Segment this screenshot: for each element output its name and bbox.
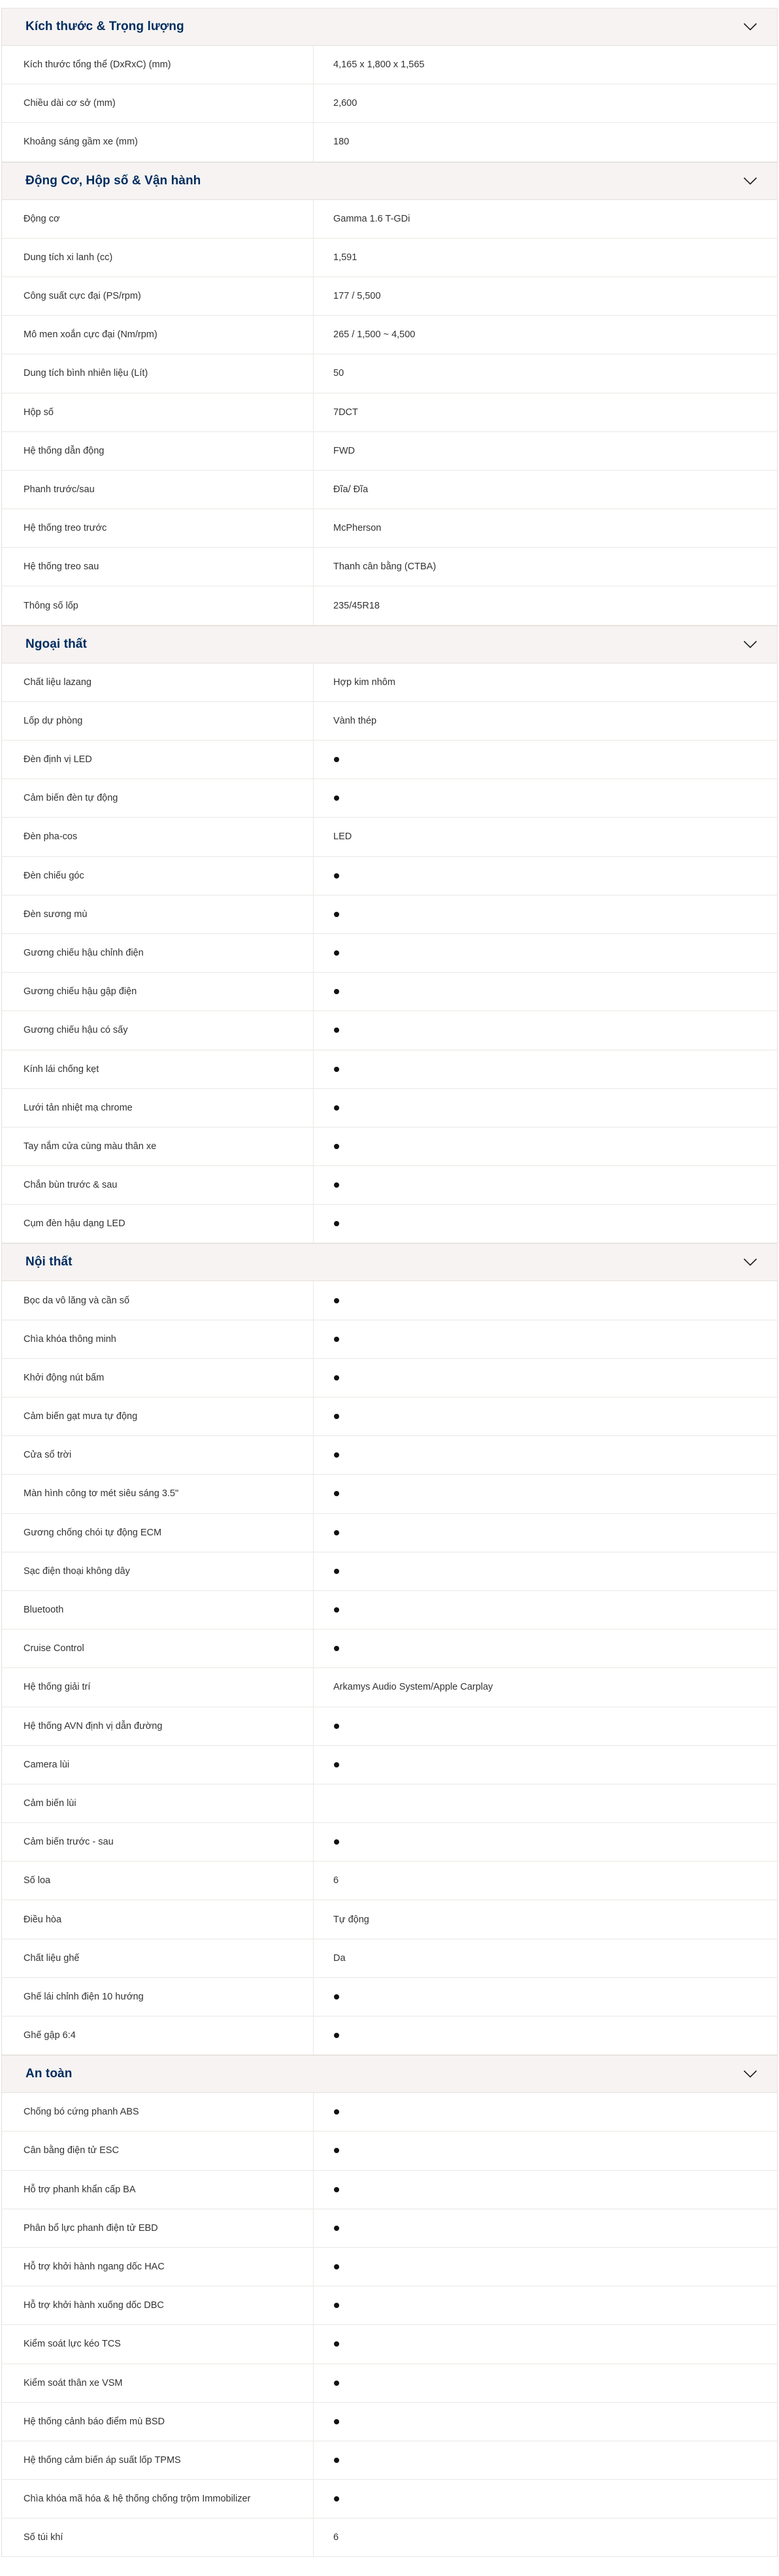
spec-label: Dung tích bình nhiên liệu (Lít) (2, 354, 314, 392)
spec-label: Chất liệu lazang (2, 663, 314, 701)
spec-value: 4,165 x 1,800 x 1,565 (333, 59, 425, 71)
spec-label: Lưới tản nhiệt mạ chrome (2, 1089, 314, 1127)
spec-label: Sạc điện thoại không dây (2, 1552, 314, 1590)
bullet-dot-icon (334, 1337, 339, 1342)
bullet-dot-icon (334, 2303, 339, 2308)
spec-row (2, 1552, 777, 1591)
bullet-dot-icon (334, 873, 339, 878)
bullet-dot-icon (334, 1067, 339, 1072)
spec-row (2, 2209, 777, 2248)
spec-value (314, 1475, 777, 1513)
spec-value (314, 1746, 777, 1784)
spec-row (2, 2171, 777, 2209)
spec-label: Chìa khóa mã hóa & hệ thống chống trộm Immobilizer (2, 2480, 314, 2518)
spec-label: Bluetooth (2, 1591, 314, 1629)
spec-value (314, 2286, 777, 2324)
spec-label: Kiểm soát lực kéo TCS (2, 2325, 314, 2363)
spec-label: Cụm đèn hậu dạng LED (2, 1205, 314, 1243)
spec-label: Gương chống chói tự động ECM (2, 1514, 314, 1552)
spec-row (2, 934, 777, 973)
spec-row (2, 702, 777, 741)
spec-label: Gương chiếu hậu gập điện (2, 973, 314, 1011)
spec-row (2, 741, 777, 779)
bullet-dot-icon (334, 2458, 339, 2463)
spec-value (314, 1397, 777, 1435)
spec-row (2, 1900, 777, 1939)
spec-value (314, 1281, 777, 1319)
spec-row (2, 1823, 777, 1862)
spec-label: Kích thước tổng thể (DxRxC) (mm) (2, 46, 314, 84)
spec-label: Đèn sương mù (2, 895, 314, 933)
bullet-dot-icon (334, 2419, 339, 2424)
spec-value: Vành thép (333, 715, 377, 726)
bullet-dot-icon (334, 1646, 339, 1651)
spec-value (314, 1166, 777, 1204)
bullet-dot-icon (334, 2264, 339, 2269)
spec-value: McPherson (333, 523, 382, 534)
spec-label: Cảm biến gạt mưa tự động (2, 1397, 314, 1435)
spec-label: Phanh trước/sau (2, 471, 314, 509)
spec-row (2, 1436, 777, 1475)
spec-section (1, 626, 778, 1244)
spec-row (2, 1205, 777, 1243)
spec-label: Dung tích xi lanh (cc) (2, 239, 314, 276)
spec-value: 6 (333, 2532, 339, 2543)
bullet-dot-icon (334, 1994, 339, 1999)
spec-row (2, 663, 777, 702)
spec-row (2, 1475, 777, 1513)
bullet-dot-icon (334, 2496, 339, 2501)
spec-value (314, 2248, 777, 2286)
spec-row (2, 1939, 777, 1978)
spec-value (314, 1784, 777, 1822)
spec-label: Lốp dự phòng (2, 702, 314, 740)
spec-label: Hệ thống AVN định vị dẫn đường (2, 1707, 314, 1745)
spec-label: Chất liệu ghế (2, 1939, 314, 1977)
spec-value (314, 1050, 777, 1088)
spec-label: Hệ thống cảnh báo điểm mù BSD (2, 2403, 314, 2441)
spec-label: Hỗ trợ khởi hành xuống dốc DBC (2, 2286, 314, 2324)
bullet-dot-icon (334, 1375, 339, 1380)
spec-label: Công suất cực đại (PS/rpm) (2, 277, 314, 315)
spec-value (314, 1630, 777, 1667)
bullet-dot-icon (334, 1298, 339, 1303)
spec-row (2, 1397, 777, 1436)
spec-label: Cruise Control (2, 1630, 314, 1667)
spec-value: 2,600 (333, 98, 357, 109)
spec-label: Hệ thống treo trước (2, 509, 314, 547)
bullet-dot-icon (334, 2148, 339, 2153)
spec-label: Hệ thống treo sau (2, 548, 314, 586)
spec-label: Bọc da vô lăng và cần số (2, 1281, 314, 1319)
spec-value (314, 2132, 777, 2169)
spec-label: Mô men xoắn cực đại (Nm/rpm) (2, 316, 314, 354)
bullet-dot-icon (334, 2187, 339, 2192)
spec-value (314, 1823, 777, 1861)
spec-row (2, 2248, 777, 2286)
spec-row (2, 1746, 777, 1784)
spec-label: Kính lái chống kẹt (2, 1050, 314, 1088)
spec-row (2, 2480, 777, 2518)
spec-label: Số túi khí (2, 2518, 314, 2556)
spec-label: Màn hình công tơ mét siêu sáng 3.5" (2, 1475, 314, 1513)
section-header[interactable] (2, 2055, 777, 2093)
spec-value (314, 1978, 777, 2016)
spec-label: Cảm biến lùi (2, 1784, 314, 1822)
bullet-dot-icon (334, 1105, 339, 1111)
spec-row (2, 818, 777, 856)
spec-row (2, 123, 777, 161)
spec-label: Kiểm soát thân xe VSM (2, 2364, 314, 2402)
spec-row (2, 1359, 777, 1397)
spec-row (2, 2325, 777, 2364)
spec-label: Tay nắm cửa cùng màu thân xe (2, 1128, 314, 1165)
spec-row (2, 316, 777, 354)
spec-label: Cảm biến trước - sau (2, 1823, 314, 1861)
spec-label: Đèn định vị LED (2, 741, 314, 778)
bullet-dot-icon (334, 1028, 339, 1033)
bullet-dot-icon (334, 2381, 339, 2386)
spec-row (2, 1514, 777, 1552)
spec-value (314, 2016, 777, 2054)
spec-label: Cân bằng điện tử ESC (2, 2132, 314, 2169)
spec-label: Số loa (2, 1862, 314, 1899)
bullet-dot-icon (334, 795, 339, 801)
spec-label: Chìa khóa thông minh (2, 1320, 314, 1358)
section-title: Động Cơ, Hộp số & Vận hành (25, 173, 201, 188)
spec-value: Hợp kim nhôm (333, 677, 395, 688)
spec-label: Chiều dài cơ sở (mm) (2, 84, 314, 122)
spec-label: Gương chiếu hậu chỉnh điện (2, 934, 314, 972)
spec-row (2, 1089, 777, 1128)
spec-value: 7DCT (333, 407, 358, 418)
spec-value (314, 1591, 777, 1629)
spec-value (314, 1128, 777, 1165)
spec-value: Arkamys Audio System/Apple Carplay (333, 1682, 493, 1693)
spec-label: Chống bó cứng phanh ABS (2, 2093, 314, 2131)
section-title: Kích thước & Trọng lượng (25, 20, 184, 33)
spec-row (2, 354, 777, 393)
bullet-dot-icon (334, 1452, 339, 1458)
spec-label: Thông số lốp (2, 586, 314, 624)
spec-value (314, 2209, 777, 2247)
section-header[interactable] (2, 162, 777, 200)
spec-row (2, 1011, 777, 1050)
spec-row (2, 1591, 777, 1630)
spec-row (2, 1784, 777, 1823)
spec-label: Ghế lái chỉnh điện 10 hướng (2, 1978, 314, 2016)
spec-row (2, 200, 777, 239)
spec-section (1, 162, 778, 626)
spec-value (314, 1436, 777, 1474)
spec-row (2, 548, 777, 586)
bullet-dot-icon (334, 757, 339, 762)
spec-row (2, 393, 777, 432)
spec-row (2, 1128, 777, 1166)
spec-label: Cảm biến đèn tự động (2, 779, 314, 817)
spec-row (2, 84, 777, 123)
section-header[interactable] (2, 626, 777, 663)
spec-row (2, 2286, 777, 2325)
bullet-dot-icon (334, 1762, 339, 1767)
spec-value (314, 2325, 777, 2363)
spec-label: Điều hòa (2, 1900, 314, 1938)
spec-row (2, 239, 777, 277)
spec-value: Thanh cân bằng (CTBA) (333, 561, 437, 573)
spec-value: LED (333, 831, 352, 843)
spec-row (2, 2441, 777, 2480)
spec-value: Đĩa/ Đĩa (333, 484, 369, 495)
spec-row (2, 1166, 777, 1205)
section-title: Ngoại thất (25, 637, 87, 651)
spec-row (2, 895, 777, 934)
spec-value (314, 857, 777, 895)
section-header[interactable] (2, 8, 777, 46)
spec-label: Camera lùi (2, 1746, 314, 1784)
spec-label: Cửa sổ trời (2, 1436, 314, 1474)
spec-section (1, 2055, 778, 2557)
spec-value (314, 2364, 777, 2402)
bullet-dot-icon (334, 2341, 339, 2347)
spec-row (2, 509, 777, 548)
spec-value (314, 2093, 777, 2131)
bullet-dot-icon (334, 1839, 339, 1845)
bullet-dot-icon (334, 1414, 339, 1419)
bullet-dot-icon (334, 2226, 339, 2231)
spec-label: Hỗ trợ khởi hành ngang dốc HAC (2, 2248, 314, 2286)
bullet-dot-icon (334, 1144, 339, 1149)
spec-label: Hệ thống cảm biến áp suất lốp TPMS (2, 2441, 314, 2479)
spec-value (314, 1011, 777, 1049)
spec-value (314, 1707, 777, 1745)
spec-value (314, 1205, 777, 1243)
spec-value: FWD (333, 445, 356, 456)
bullet-dot-icon (334, 2109, 339, 2115)
spec-row (2, 46, 777, 84)
spec-section (1, 1243, 778, 2055)
bullet-dot-icon (334, 989, 339, 994)
spec-value (314, 2441, 777, 2479)
section-header[interactable] (2, 1243, 777, 1281)
spec-value (314, 895, 777, 933)
bullet-dot-icon (334, 950, 339, 956)
spec-section (1, 8, 778, 162)
spec-label: Đèn pha-cos (2, 818, 314, 856)
spec-row (2, 277, 777, 316)
bullet-dot-icon (334, 1530, 339, 1535)
spec-row (2, 2132, 777, 2170)
spec-value: Gamma 1.6 T-GDi (333, 213, 410, 224)
spec-row (2, 1630, 777, 1668)
bullet-dot-icon (334, 2033, 339, 2038)
chevron-down-icon[interactable] (743, 2069, 757, 2079)
spec-label: Gương chiếu hậu có sấy (2, 1011, 314, 1049)
chevron-down-icon[interactable] (743, 22, 757, 31)
spec-row (2, 1320, 777, 1359)
spec-row (2, 1050, 777, 1089)
spec-label: Hộp số (2, 393, 314, 431)
spec-value (314, 2480, 777, 2518)
spec-label: Động cơ (2, 200, 314, 238)
spec-value: Da (333, 1952, 346, 1964)
spec-row (2, 1978, 777, 2016)
spec-row (2, 432, 777, 471)
spec-label: Hỗ trợ phanh khẩn cấp BA (2, 2171, 314, 2209)
spec-label: Ghế gập 6:4 (2, 2016, 314, 2054)
spec-row (2, 2016, 777, 2055)
spec-label: Đèn chiếu góc (2, 857, 314, 895)
spec-label: Chắn bùn trước & sau (2, 1166, 314, 1204)
spec-value (314, 934, 777, 972)
bullet-dot-icon (334, 1569, 339, 1574)
bullet-dot-icon (334, 1182, 339, 1188)
chevron-down-icon[interactable] (743, 640, 757, 649)
spec-row (2, 973, 777, 1011)
spec-value: 1,591 (333, 252, 357, 263)
spec-label: Khởi động nút bấm (2, 1359, 314, 1397)
spec-value (314, 973, 777, 1011)
chevron-down-icon[interactable] (743, 1258, 757, 1267)
spec-label: Hệ thống giải trí (2, 1668, 314, 1706)
spec-value (314, 2171, 777, 2209)
spec-row (2, 2364, 777, 2403)
spec-value: 180 (333, 137, 350, 148)
bullet-dot-icon (334, 1607, 339, 1613)
spec-value: 265 / 1,500 ~ 4,500 (333, 329, 416, 341)
spec-value: 50 (333, 368, 344, 379)
spec-row (2, 1707, 777, 1746)
spec-row (2, 857, 777, 895)
spec-row (2, 2093, 777, 2132)
bullet-dot-icon (334, 1221, 339, 1226)
section-title: Nội thất (25, 1255, 73, 1269)
spec-label: Khoảng sáng gầm xe (mm) (2, 123, 314, 161)
spec-row (2, 779, 777, 818)
spec-value: 235/45R18 (333, 600, 380, 611)
spec-label: Hệ thống dẫn động (2, 432, 314, 470)
spec-row (2, 586, 777, 625)
bullet-dot-icon (334, 912, 339, 917)
spec-row (2, 1668, 777, 1707)
spec-value: 177 / 5,500 (333, 291, 381, 302)
spec-value (314, 741, 777, 778)
spec-label: Phân bổ lực phanh điện tử EBD (2, 2209, 314, 2247)
spec-row (2, 2518, 777, 2557)
spec-value (314, 1552, 777, 1590)
bullet-dot-icon (334, 1724, 339, 1729)
spec-value: Tự động (333, 1914, 369, 1925)
spec-row (2, 1862, 777, 1900)
spec-row (2, 1281, 777, 1320)
chevron-down-icon[interactable] (743, 176, 757, 186)
spec-value (314, 779, 777, 817)
spec-value (314, 1089, 777, 1127)
section-title: An toàn (25, 2067, 73, 2081)
spec-value: 6 (333, 1875, 339, 1886)
spec-row (2, 471, 777, 509)
spec-value (314, 1514, 777, 1552)
bullet-dot-icon (334, 1491, 339, 1496)
spec-value (314, 1320, 777, 1358)
spec-value (314, 2403, 777, 2441)
spec-row (2, 2403, 777, 2441)
spec-value (314, 1359, 777, 1397)
